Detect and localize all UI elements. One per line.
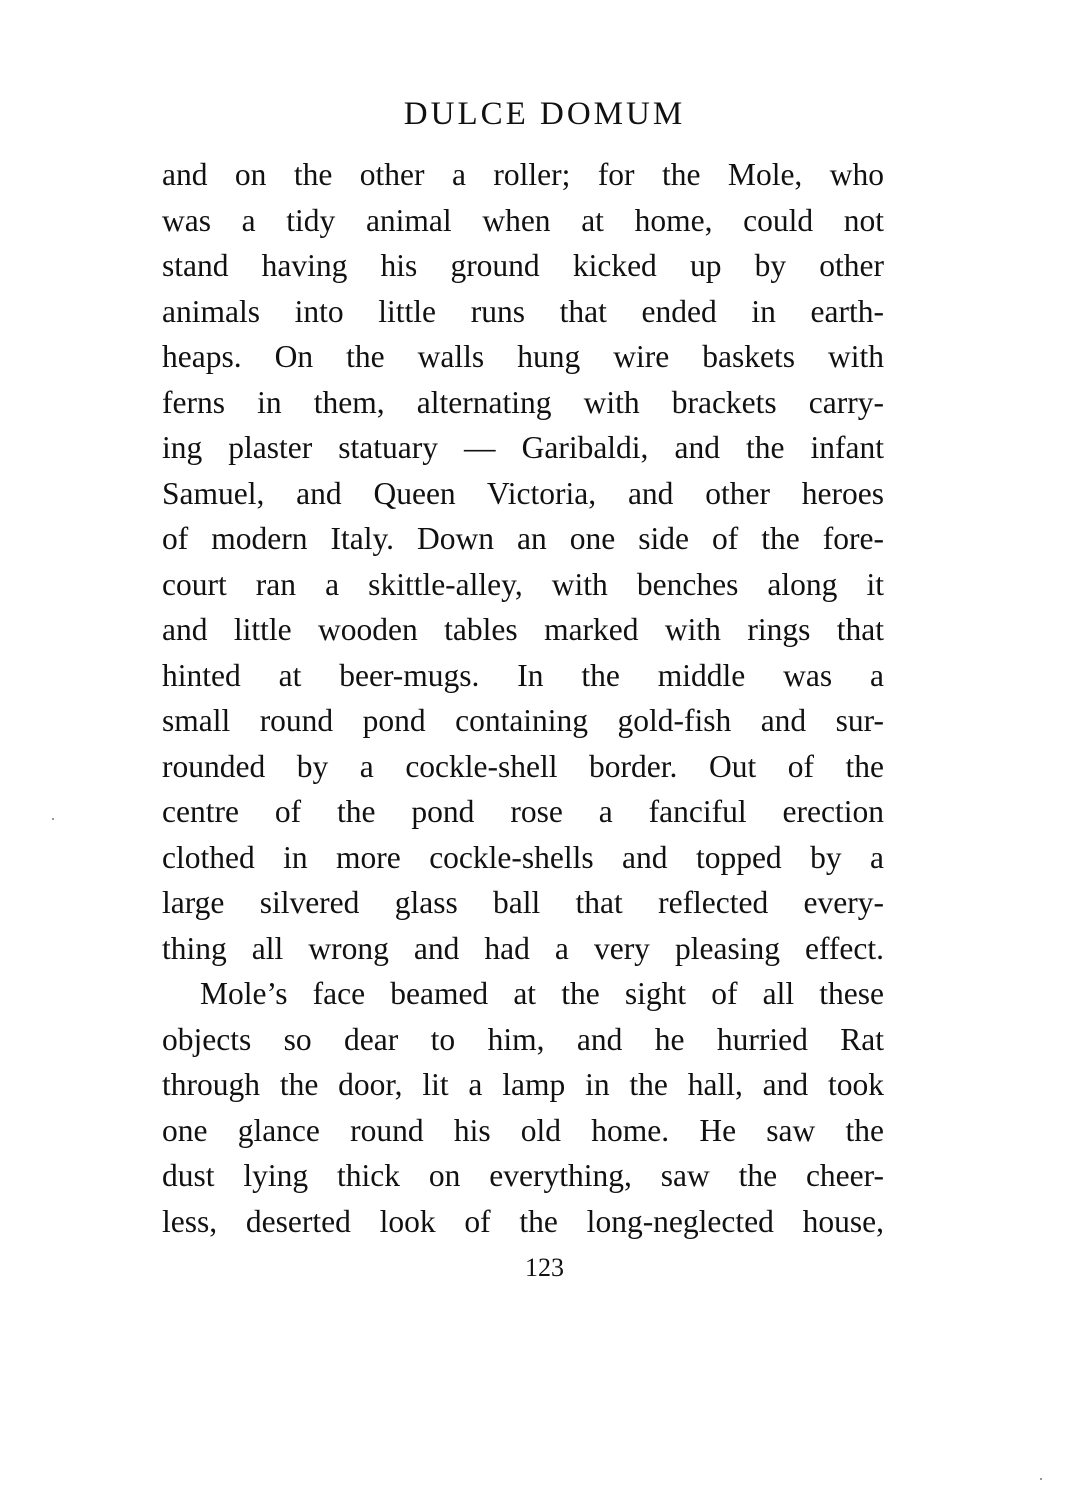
text-line: rounded by a cockle-shell border. Out of the <box>162 748 884 784</box>
text-line: clothed in more cockle-shells and topped by a <box>162 839 884 875</box>
body-text <box>162 152 884 1244</box>
text-line: of modern Italy. Down an one side of the fore- <box>162 521 884 556</box>
text-line: heaps. On the walls hung wire baskets with <box>162 339 884 374</box>
text-line: ferns in them, alternating with brackets carry- <box>162 384 884 420</box>
paragraph-2 <box>162 971 884 1244</box>
page-number: 123 <box>525 1253 564 1282</box>
text-line: court ran a skittle-alley, with benches along it <box>162 566 884 602</box>
text-line: and on the other a roller; for the Mole, who <box>162 157 884 192</box>
text-line: dust lying thick on everything, saw the cheer- <box>162 1158 884 1193</box>
text-line: centre of the pond rose a fanciful erection <box>162 794 884 829</box>
text-line: through the door, lit a lamp in the hall, and took <box>162 1067 884 1102</box>
running-head: DULCE DOMUM <box>403 96 686 132</box>
text-line: stand having his ground kicked up by other <box>162 248 884 283</box>
text-line: thing all wrong and had a very pleasing effect. <box>162 930 884 966</box>
text-line: animals into little runs that ended in earth- <box>162 293 884 329</box>
text-line: hinted at beer-mugs. In the middle was a <box>162 657 884 693</box>
text-line: less, deserted look of the long-neglected house, <box>162 1203 884 1239</box>
text-line: and little wooden tables marked with rings that <box>162 612 884 647</box>
scan-speck <box>52 818 54 820</box>
text-line: small round pond containing gold-fish and sur- <box>162 703 884 738</box>
text-line: ing plaster statuary — Garibaldi, and the infant <box>162 430 884 465</box>
text-line: one glance round his old home. He saw the <box>162 1112 884 1148</box>
text-line: Samuel, and Queen Victoria, and other heroes <box>162 475 884 511</box>
text-line: was a tidy animal when at home, could not <box>162 202 884 238</box>
scan-speck <box>1040 1478 1042 1480</box>
paragraph-1 <box>162 152 884 971</box>
text-line: Mole’s face beamed at the sight of all these <box>200 976 884 1011</box>
text-line: objects so dear to him, and he hurried Rat <box>162 1021 884 1057</box>
text-line: large silvered glass ball that reflected every- <box>162 885 884 920</box>
